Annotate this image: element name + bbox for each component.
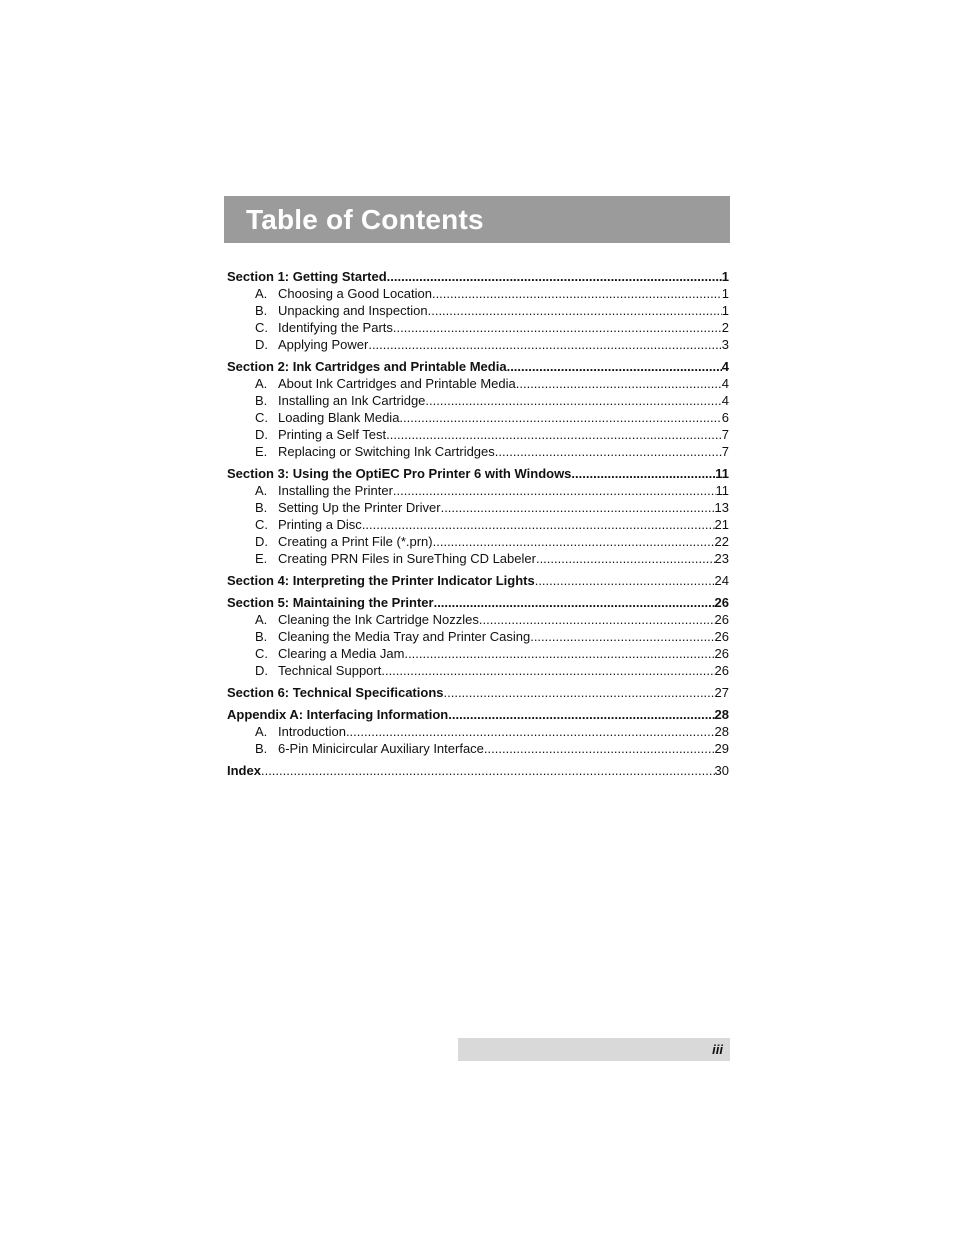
footer-band (458, 1038, 730, 1061)
toc-subsection-page: 11 (715, 483, 729, 498)
dot-leader (516, 375, 722, 392)
toc-subsection-page: 26 (714, 629, 729, 644)
toc-section-page: 26 (714, 595, 729, 610)
toc-subsection-entry[interactable] (227, 740, 729, 757)
toc-subsection-page: 26 (714, 612, 729, 627)
toc-subsection-title: Applying Power (278, 337, 369, 352)
dot-leader (434, 594, 715, 611)
toc-subsection-letter: E. (255, 551, 268, 566)
dot-leader (535, 572, 715, 589)
toc-subsection-entry[interactable] (227, 611, 729, 628)
toc-subsection-page: 22 (714, 534, 729, 549)
page-number: iii (712, 1042, 723, 1057)
toc-group (227, 572, 729, 589)
toc-group (227, 706, 729, 757)
toc-subsection-letter: C. (255, 517, 268, 532)
toc-subsection-title: Technical Support (278, 663, 382, 678)
toc-subsection-page: 26 (714, 663, 729, 678)
toc-subsection-entry[interactable] (227, 285, 729, 302)
toc-section-entry[interactable] (227, 268, 729, 285)
toc-section-entry[interactable] (227, 572, 729, 589)
toc-subsection-page: 13 (714, 500, 729, 515)
toc-subsection-page: 7 (721, 444, 729, 459)
toc-subsection-title: Creating PRN Files in SureThing CD Labeler (278, 551, 536, 566)
toc-subsection-title: Identifying the Parts (278, 320, 393, 335)
toc-section-page: 27 (714, 685, 729, 700)
dot-leader (441, 499, 715, 516)
toc-section-entry[interactable] (227, 594, 729, 611)
toc-subsection-letter: C. (255, 320, 268, 335)
toc-section-title: Section 4: Interpreting the Printer Indicator Lights (227, 573, 535, 588)
dot-leader (433, 533, 715, 550)
toc-section-entry[interactable] (227, 465, 729, 482)
toc-subsection-entry[interactable] (227, 409, 729, 426)
dot-leader (479, 611, 715, 628)
toc-section-page: 28 (714, 707, 729, 722)
toc-subsection-title: Installing an Ink Cartridge (278, 393, 426, 408)
toc-section-title: Section 1: Getting Started (227, 269, 387, 284)
dot-leader (393, 319, 722, 336)
toc-subsection-page: 21 (714, 517, 729, 532)
toc-subsection-letter: C. (255, 410, 268, 425)
toc-group (227, 358, 729, 460)
toc-subsection-letter: B. (255, 629, 268, 644)
toc-subsection-letter: A. (255, 612, 268, 627)
toc-subsection-page: 6 (721, 410, 729, 425)
toc-subsection-letter: B. (255, 741, 268, 756)
toc-subsection-entry[interactable] (227, 533, 729, 550)
dot-leader (362, 516, 715, 533)
toc-subsection-entry[interactable] (227, 550, 729, 567)
toc-subsection-entry[interactable] (227, 302, 729, 319)
page-title: Table of Contents (246, 204, 484, 235)
toc-section-page: 4 (721, 359, 729, 374)
toc-subsection-letter: A. (255, 376, 268, 391)
toc-section-title: Section 3: Using the OptiEC Pro Printer 6 with Windows (227, 466, 572, 481)
toc-subsection-letter: D. (255, 534, 268, 549)
toc-subsection-title: Printing a Self Test (278, 427, 387, 442)
toc-subsection-entry[interactable] (227, 426, 729, 443)
dot-leader (399, 409, 721, 426)
dot-leader (530, 628, 714, 645)
toc-group (227, 465, 729, 567)
dot-leader (448, 706, 714, 723)
toc-section-entry[interactable] (227, 762, 729, 779)
dot-leader (368, 336, 721, 353)
toc-section-entry[interactable] (227, 706, 729, 723)
toc-subsection-page: 1 (721, 303, 729, 318)
toc-subsection-page: 26 (714, 646, 729, 661)
toc-section-title: Section 5: Maintaining the Printer (227, 595, 434, 610)
toc-subsection-letter: C. (255, 646, 268, 661)
toc-subsection-title: Introduction (278, 724, 346, 739)
toc-subsection-title: Replacing or Switching Ink Cartridges (278, 444, 495, 459)
toc-subsection-title: Cleaning the Ink Cartridge Nozzles (278, 612, 479, 627)
toc-subsection-entry[interactable] (227, 499, 729, 516)
dot-leader (484, 740, 715, 757)
toc-group (227, 268, 729, 353)
dot-leader (495, 443, 722, 460)
toc-section-page: 30 (714, 763, 729, 778)
toc-subsection-title: Installing the Printer (278, 483, 393, 498)
dot-leader (571, 465, 715, 482)
toc-subsection-title: Unpacking and Inspection (278, 303, 428, 318)
dot-leader (404, 645, 714, 662)
toc-section-title: Index (227, 763, 261, 778)
table-of-contents (227, 268, 729, 784)
toc-subsection-letter: B. (255, 303, 268, 318)
toc-subsection-entry[interactable] (227, 392, 729, 409)
toc-subsection-page: 7 (721, 427, 729, 442)
toc-subsection-title: Cleaning the Media Tray and Printer Casing (278, 629, 531, 644)
toc-section-page: 1 (721, 269, 729, 284)
toc-subsection-page: 2 (721, 320, 729, 335)
toc-section-title: Section 6: Technical Specifications (227, 685, 444, 700)
toc-subsection-entry[interactable] (227, 628, 729, 645)
dot-leader (507, 358, 722, 375)
title-band (224, 196, 730, 243)
toc-subsection-title: About Ink Cartridges and Printable Media (278, 376, 516, 391)
toc-section-entry[interactable] (227, 684, 729, 701)
toc-subsection-letter: B. (255, 500, 268, 515)
dot-leader (261, 762, 715, 779)
toc-subsection-letter: D. (255, 427, 268, 442)
toc-subsection-title: Setting Up the Printer Driver (278, 500, 441, 515)
toc-subsection-entry[interactable] (227, 662, 729, 679)
toc-subsection-entry[interactable] (227, 336, 729, 353)
toc-subsection-title: Choosing a Good Location (278, 286, 432, 301)
toc-subsection-letter: A. (255, 483, 268, 498)
toc-subsection-entry[interactable] (227, 482, 729, 499)
toc-subsection-letter: A. (255, 286, 268, 301)
toc-subsection-entry[interactable] (227, 516, 729, 533)
toc-group (227, 684, 729, 701)
toc-group (227, 594, 729, 679)
toc-subsection-title: Printing a Disc (278, 517, 362, 532)
toc-subsection-entry[interactable] (227, 723, 729, 740)
toc-subsection-entry[interactable] (227, 645, 729, 662)
toc-subsection-entry[interactable] (227, 443, 729, 460)
toc-section-title: Section 2: Ink Cartridges and Printable Media (227, 359, 507, 374)
toc-subsection-letter: A. (255, 724, 268, 739)
toc-group (227, 762, 729, 779)
toc-subsection-page: 28 (714, 724, 729, 739)
toc-section-entry[interactable] (227, 358, 729, 375)
toc-subsection-letter: D. (255, 337, 268, 352)
dot-leader (536, 550, 715, 567)
dot-leader (428, 302, 722, 319)
toc-subsection-page: 3 (721, 337, 729, 352)
toc-subsection-letter: B. (255, 393, 268, 408)
dot-leader (386, 426, 722, 443)
toc-section-page: 24 (714, 573, 729, 588)
dot-leader (425, 392, 721, 409)
toc-subsection-page: 4 (721, 393, 729, 408)
toc-subsection-page: 4 (721, 376, 729, 391)
dot-leader (444, 684, 715, 701)
toc-subsection-entry[interactable] (227, 319, 729, 336)
dot-leader (381, 662, 714, 679)
toc-subsection-title: Clearing a Media Jam (278, 646, 405, 661)
toc-subsection-entry[interactable] (227, 375, 729, 392)
dot-leader (346, 723, 715, 740)
toc-subsection-letter: E. (255, 444, 268, 459)
toc-subsection-title: Loading Blank Media (278, 410, 400, 425)
toc-subsection-title: Creating a Print File (*.prn) (278, 534, 433, 549)
toc-section-page: 11 (715, 466, 729, 481)
toc-subsection-page: 1 (721, 286, 729, 301)
dot-leader (432, 285, 722, 302)
toc-section-title: Appendix A: Interfacing Information (227, 707, 449, 722)
toc-subsection-page: 23 (714, 551, 729, 566)
dot-leader (387, 268, 722, 285)
toc-subsection-page: 29 (714, 741, 729, 756)
dot-leader (393, 482, 716, 499)
toc-subsection-title: 6-Pin Minicircular Auxiliary Interface (278, 741, 484, 756)
toc-subsection-letter: D. (255, 663, 268, 678)
